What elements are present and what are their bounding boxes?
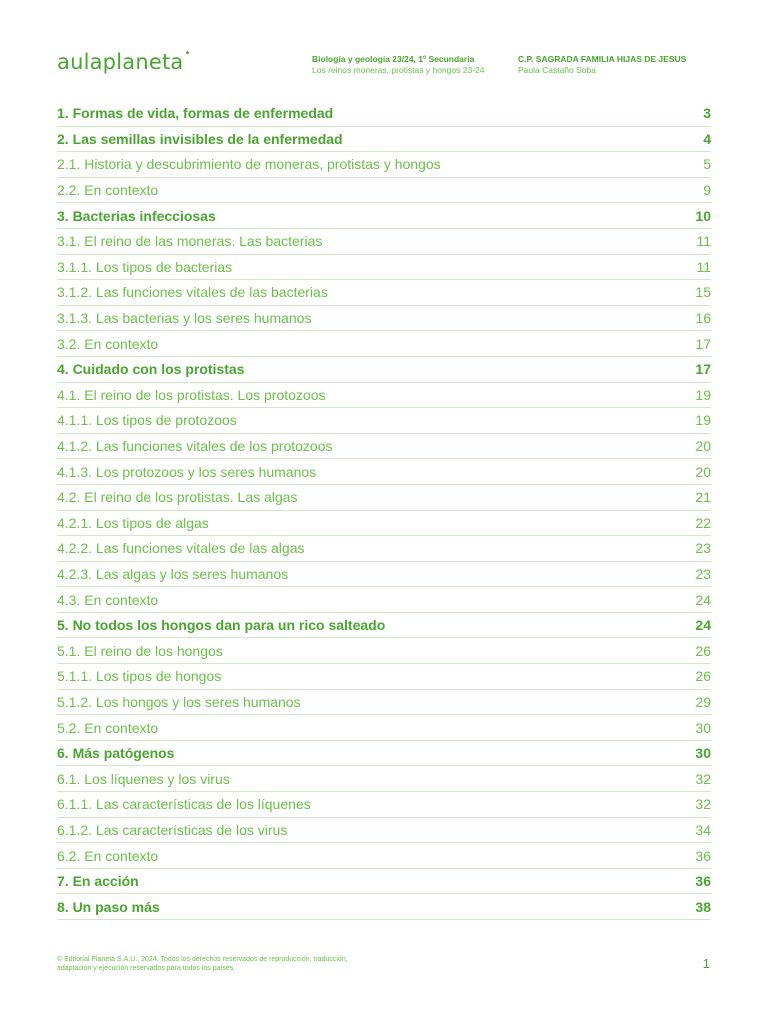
toc-entry-page: 24 bbox=[695, 617, 711, 634]
course-info bbox=[312, 54, 484, 75]
toc-entry-title: 4.1.3. Los protozoos y los seres humanos bbox=[57, 463, 317, 480]
toc-entry-page: 23 bbox=[695, 565, 711, 582]
toc-entry-page: 5 bbox=[703, 156, 711, 173]
toc-entry-page: 38 bbox=[695, 898, 711, 915]
toc-entry[interactable] bbox=[57, 434, 711, 460]
toc-entry[interactable] bbox=[57, 101, 711, 127]
toc-entry[interactable] bbox=[57, 152, 711, 178]
page-header bbox=[0, 0, 768, 90]
toc-entry-title: 5.1. El reino de los hongos bbox=[57, 642, 223, 659]
teacher-name: Paula Castaño Soba bbox=[518, 64, 596, 75]
toc-entry[interactable] bbox=[57, 894, 711, 920]
toc-entry-page: 26 bbox=[695, 642, 711, 659]
toc-entry-title: 3.2. En contexto bbox=[57, 335, 159, 352]
toc-entry[interactable] bbox=[57, 178, 711, 204]
toc-entry-page: 26 bbox=[695, 668, 711, 685]
toc-entry-title: 4.1.2. Las funciones vitales de los protozoos bbox=[57, 438, 333, 455]
toc-entry-title: 6.1.2. Las características de los virus bbox=[57, 821, 288, 838]
toc-entry-title: 6.2. En contexto bbox=[57, 847, 159, 864]
toc-entry-title: 2.1. Historia y descubrimiento de moneras, protistas y hongos bbox=[57, 156, 441, 173]
toc-entry[interactable] bbox=[57, 587, 711, 613]
toc-entry-page: 3 bbox=[703, 105, 711, 122]
toc-entry-page: 11 bbox=[696, 233, 711, 250]
aulaplaneta-logo bbox=[57, 50, 190, 74]
toc-entry-title: 4.2.3. Las algas y los seres humanos bbox=[57, 565, 289, 582]
toc-entry[interactable] bbox=[57, 127, 711, 153]
toc-entry-page: 30 bbox=[695, 719, 711, 736]
toc-entry-title: 7. En acción bbox=[57, 873, 139, 890]
toc-entry-title: 4.3. En contexto bbox=[57, 591, 159, 608]
toc-entry[interactable] bbox=[57, 715, 711, 741]
toc-entry-title: 3. Bacterias infecciosas bbox=[57, 207, 216, 224]
toc-entry[interactable] bbox=[57, 613, 711, 639]
toc-entry-title: 5.2. En contexto bbox=[57, 719, 159, 736]
toc-entry-title: 4.1. El reino de los protistas. Los protozoos bbox=[57, 386, 326, 403]
toc-entry-page: 17 bbox=[695, 335, 711, 352]
toc-entry-page: 21 bbox=[695, 489, 711, 506]
toc-entry[interactable] bbox=[57, 280, 711, 306]
toc-entry[interactable] bbox=[57, 459, 711, 485]
toc-entry-title: 8. Un paso más bbox=[57, 898, 160, 915]
toc-entry[interactable] bbox=[57, 638, 711, 664]
toc-entry[interactable] bbox=[57, 869, 711, 895]
toc-entry-title: 3.1.3. Las bacterias y los seres humanos bbox=[57, 310, 312, 327]
toc-entry[interactable] bbox=[57, 255, 711, 281]
toc-entry[interactable] bbox=[57, 536, 711, 562]
toc-entry-page: 22 bbox=[695, 514, 711, 531]
toc-entry[interactable] bbox=[57, 690, 711, 716]
toc-entry-title: 3.1.1. Los tipos de bacterias bbox=[57, 258, 233, 275]
course-title: Biología y geología 23/24, 1º Secundaria bbox=[312, 54, 475, 64]
toc-entry[interactable] bbox=[57, 843, 711, 869]
toc-entry-title: 4.2.2. Las funciones vitales de las algas bbox=[57, 540, 305, 557]
toc-entry[interactable] bbox=[57, 664, 711, 690]
toc-entry-page: 15 bbox=[695, 284, 711, 301]
toc-entry[interactable] bbox=[57, 229, 711, 255]
toc-entry[interactable] bbox=[57, 562, 711, 588]
toc-entry[interactable] bbox=[57, 306, 711, 332]
toc-entry-title: 4.2.1. Los tipos de algas bbox=[57, 514, 209, 531]
toc-entry[interactable] bbox=[57, 357, 711, 383]
toc-entry[interactable] bbox=[57, 408, 711, 434]
copyright-notice: © Editorial Planeta S.A.U., 2024. Todos los derechos reservados de reproducción, traducción, adaptación y ejecución reservados para todos los países. bbox=[57, 956, 348, 972]
toc-entry[interactable] bbox=[57, 741, 711, 767]
toc-entry-page: 9 bbox=[703, 182, 711, 199]
toc-entry-page: 30 bbox=[695, 745, 711, 762]
toc-entry-page: 36 bbox=[695, 847, 711, 864]
toc-entry-page: 16 bbox=[695, 310, 711, 327]
toc-entry[interactable] bbox=[57, 818, 711, 844]
toc-entry-page: 36 bbox=[695, 873, 711, 890]
toc-entry-title: 3.1. El reino de las moneras. Las bacterias bbox=[57, 233, 323, 250]
school-name: C.P. SAGRADA FAMILIA HIJAS DE JESUS bbox=[518, 54, 687, 64]
toc-entry-page: 11 bbox=[696, 258, 711, 275]
toc-entry-page: 34 bbox=[695, 821, 711, 838]
toc-entry-page: 19 bbox=[695, 386, 711, 403]
toc-entry-page: 29 bbox=[695, 693, 711, 710]
toc-entry[interactable] bbox=[57, 485, 711, 511]
toc-entry-title: 6. Más patógenos bbox=[57, 745, 175, 762]
toc-entry-page: 23 bbox=[695, 540, 711, 557]
toc-entry-page: 10 bbox=[695, 207, 711, 224]
toc-entry-page: 19 bbox=[695, 412, 711, 429]
logo-text: aulaplaneta bbox=[57, 50, 184, 74]
toc-entry-page: 17 bbox=[695, 361, 711, 378]
toc-entry-page: 24 bbox=[695, 591, 711, 608]
toc-entry-title: 4. Cuidado con los protistas bbox=[57, 361, 245, 378]
toc-entry-title: 2. Las semillas invisibles de la enfermedad bbox=[57, 130, 343, 147]
unit-title: Los reinos moneras, protistas y hongos 23-24 bbox=[312, 64, 485, 75]
toc-entry-title: 2.2. En contexto bbox=[57, 182, 159, 199]
toc-entry[interactable] bbox=[57, 511, 711, 537]
toc-entry-page: 32 bbox=[695, 770, 711, 787]
toc-entry-title: 4.1.1. Los tipos de protozoos bbox=[57, 412, 237, 429]
toc-entry-title: 5.1.2. Los hongos y los seres humanos bbox=[57, 693, 301, 710]
toc-entry[interactable] bbox=[57, 203, 711, 229]
page-number: 1 bbox=[702, 956, 710, 971]
toc-entry[interactable] bbox=[57, 331, 711, 357]
toc-entry-page: 4 bbox=[703, 130, 711, 147]
toc-entry-title: 5. No todos los hongos dan para un rico salteado bbox=[57, 617, 386, 634]
toc-entry[interactable] bbox=[57, 383, 711, 409]
logo-dot-icon: • bbox=[184, 48, 191, 59]
toc-entry-title: 6.1. Los líquenes y los virus bbox=[57, 770, 230, 787]
toc-entry-page: 32 bbox=[695, 796, 711, 813]
toc-entry-title: 6.1.1. Las características de los líquenes bbox=[57, 796, 311, 813]
toc-entry[interactable] bbox=[57, 792, 711, 818]
toc-entry[interactable] bbox=[57, 766, 711, 792]
toc-entry-page: 20 bbox=[695, 438, 711, 455]
school-info bbox=[518, 54, 686, 75]
toc-entry-title: 3.1.2. Las funciones vitales de las bacterias bbox=[57, 284, 328, 301]
table-of-contents bbox=[57, 101, 711, 920]
toc-entry-page: 20 bbox=[695, 463, 711, 480]
toc-entry-title: 4.2. El reino de los protistas. Las algas bbox=[57, 489, 298, 506]
toc-entry-title: 1. Formas de vida, formas de enfermedad bbox=[57, 105, 334, 122]
toc-entry-title: 5.1.1. Los tipos de hongos bbox=[57, 668, 222, 685]
